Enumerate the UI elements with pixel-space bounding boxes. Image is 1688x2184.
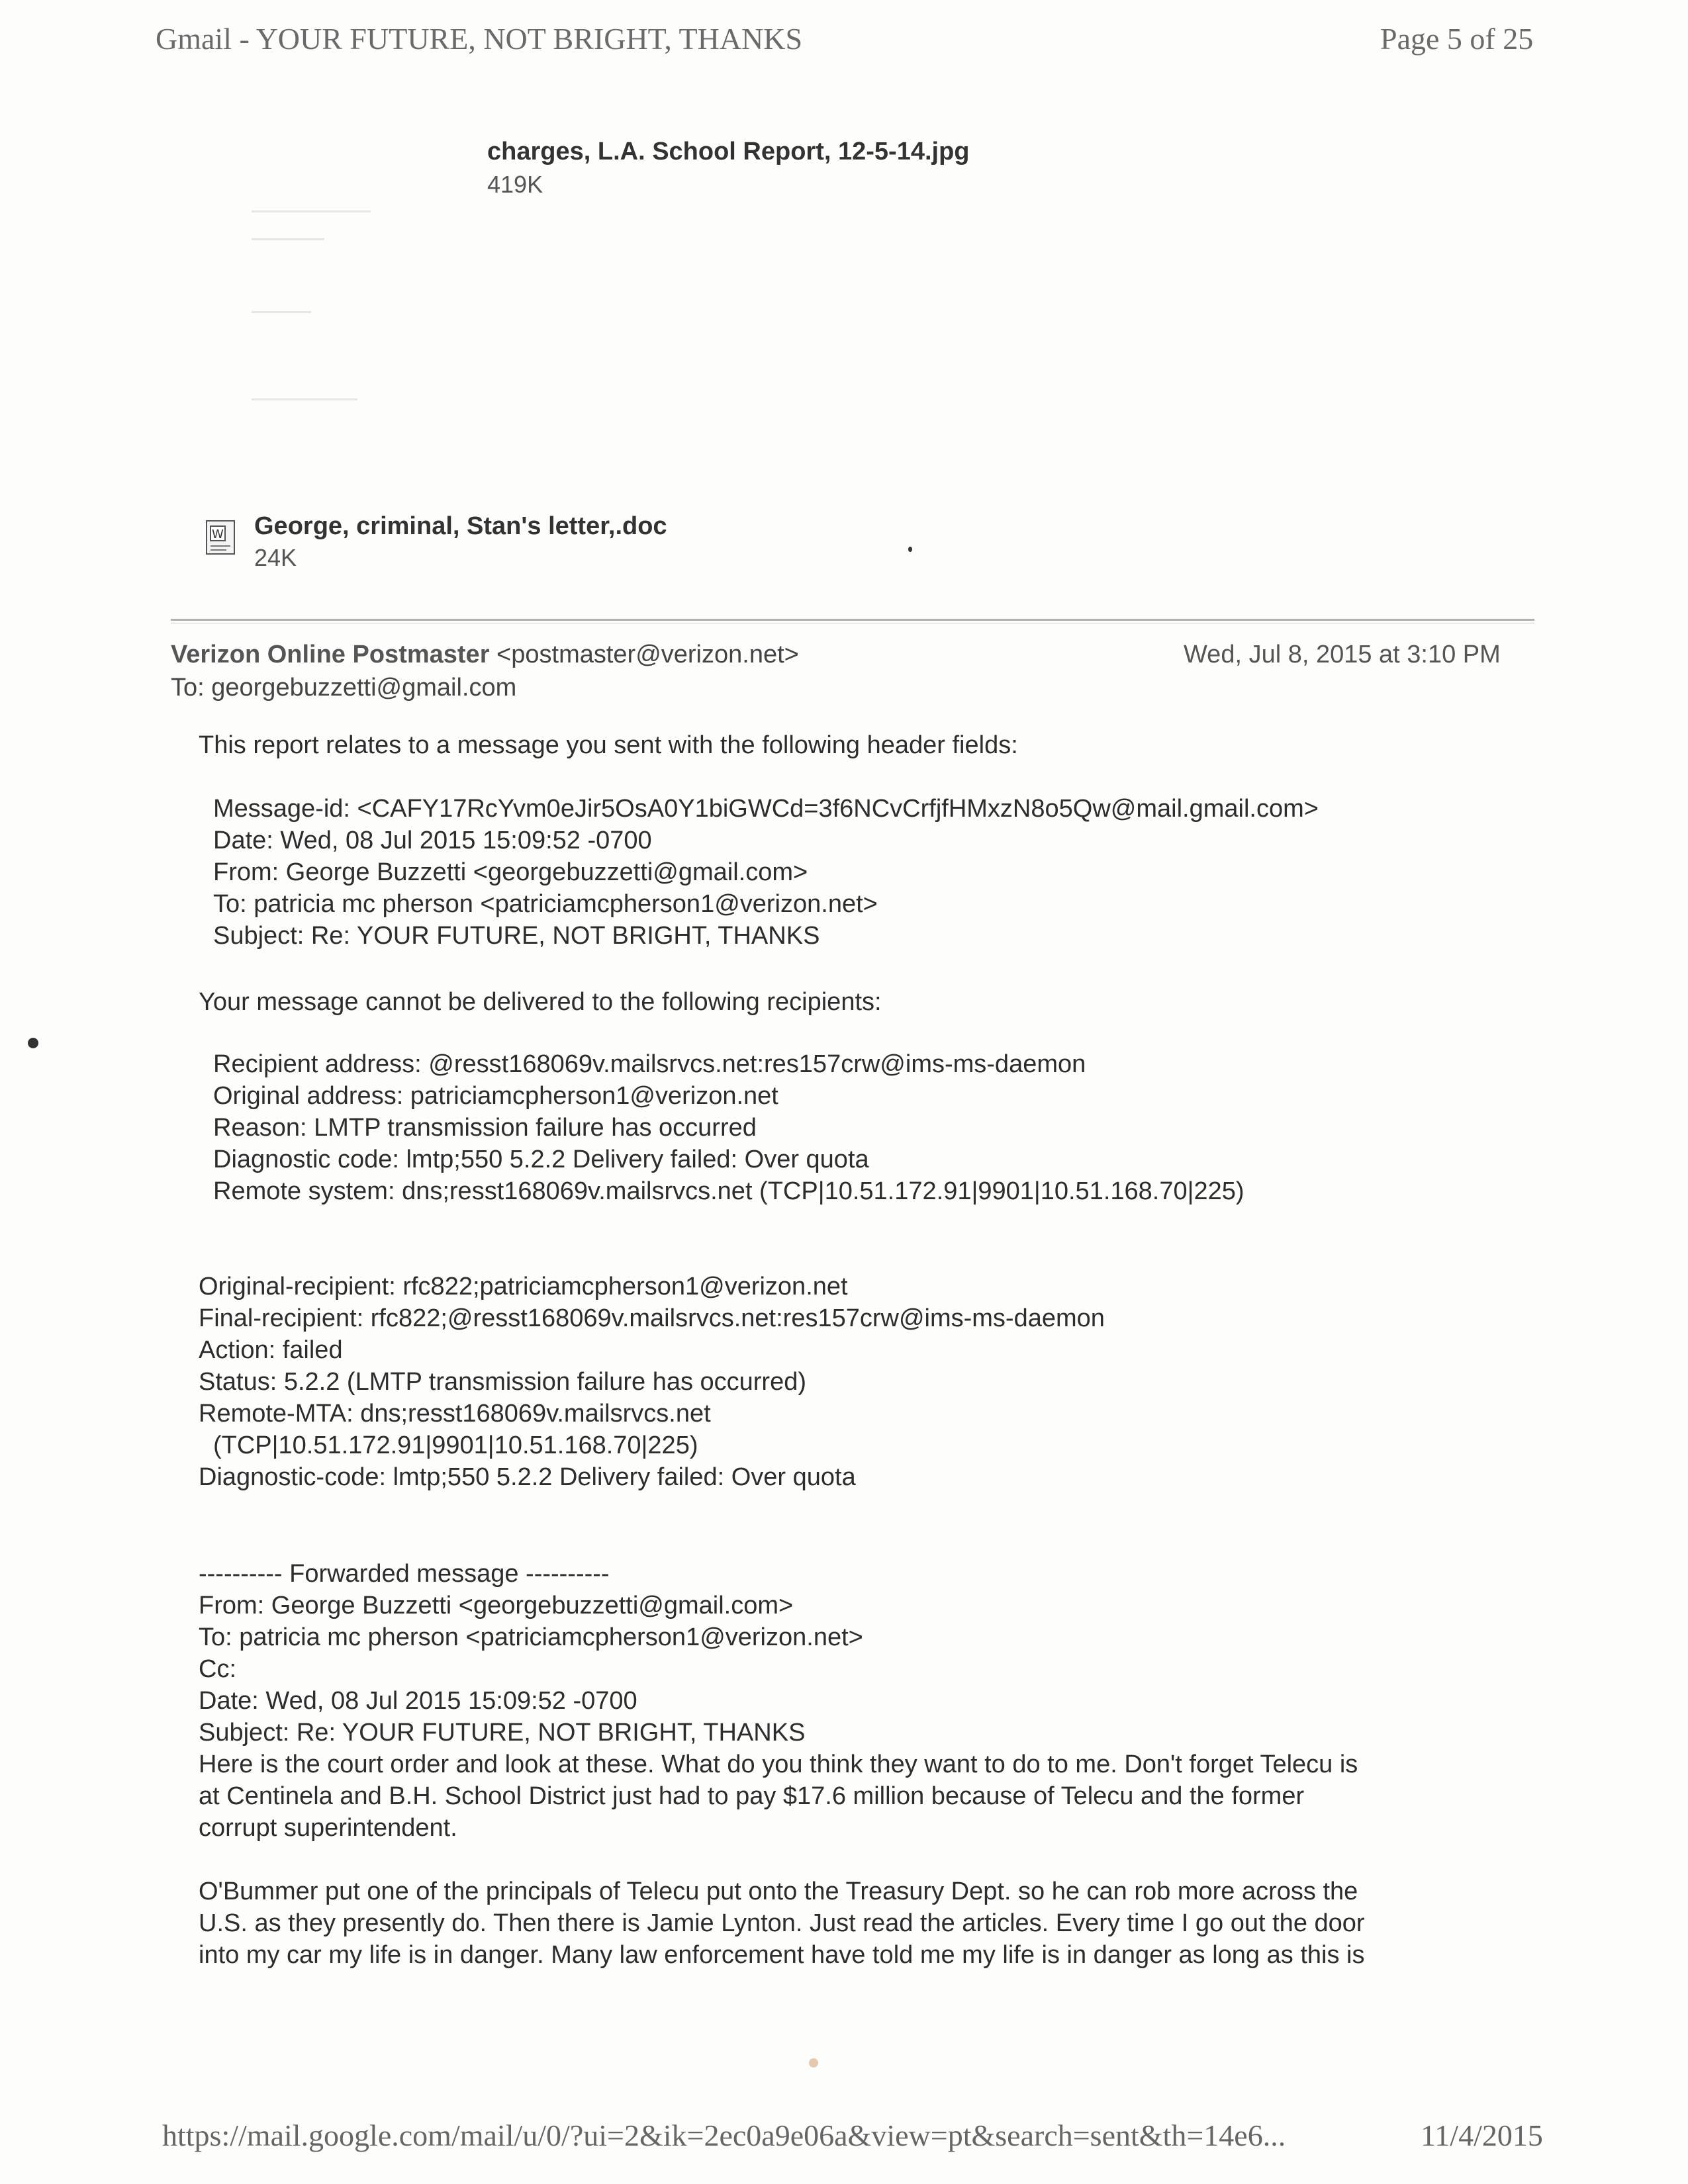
forwarded-from: From: George Buzzetti <georgebuzzetti@gmail.com> xyxy=(199,1592,794,1619)
recipient-detail: Recipient address: @resst168069v.mailsrvcs.net:res157crw@ims-ms-daemon xyxy=(213,1050,1086,1078)
header-field: Date: Wed, 08 Jul 2015 15:09:52 -0700 xyxy=(213,827,652,854)
dsn-fields xyxy=(199,1271,1105,1493)
paragraph-line: into my car my life is in danger. Many law enforcement have told me my life is in danger as long as this is xyxy=(199,1941,1365,1969)
message-to: To: georgebuzzetti@gmail.com xyxy=(171,674,517,702)
recipient-details xyxy=(213,1048,1244,1207)
paragraph-line: O'Bummer put one of the principals of Telecu put onto the Treasury Dept. so he can rob more across the xyxy=(199,1878,1358,1905)
dsn-field: Diagnostic-code: lmtp;550 5.2.2 Delivery failed: Over quota xyxy=(199,1463,856,1491)
dsn-field: Action: failed xyxy=(199,1336,343,1364)
recipient-detail: Original address: patriciamcpherson1@verizon.net xyxy=(213,1082,778,1110)
dsn-field: Status: 5.2.2 (LMTP transmission failure has occurred) xyxy=(199,1368,807,1396)
forwarded-body-line: Here is the court order and look at these. What do you think they want to do to me. Don't forget Telecu is xyxy=(199,1751,1358,1778)
forwarded-body-line: at Centinela and B.H. School District just had to pay $17.6 million because of Telecu and the former xyxy=(199,1782,1305,1810)
recipient-detail: Diagnostic code: lmtp;550 5.2.2 Delivery failed: Over quota xyxy=(213,1146,869,1173)
attachment-2-name[interactable]: George, criminal, Stan's letter,.doc xyxy=(254,512,667,540)
print-date: 11/4/2015 xyxy=(1421,2118,1543,2152)
print-title: Gmail - YOUR FUTURE, NOT BRIGHT, THANKS xyxy=(156,22,803,56)
message-date: Wed, Jul 8, 2015 at 3:10 PM xyxy=(1184,641,1501,668)
svg-text:W: W xyxy=(212,527,224,541)
forwarded-message xyxy=(199,1558,1365,1971)
header-field: To: patricia mc pherson <patriciamcpherson1@verizon.net> xyxy=(213,890,878,918)
header-field: Subject: Re: YOUR FUTURE, NOT BRIGHT, THANKS xyxy=(213,922,820,950)
attachment-1-name[interactable]: charges, L.A. School Report, 12-5-14.jpg xyxy=(487,138,970,165)
forwarded-to: To: patricia mc pherson <patriciamcpherson1@verizon.net> xyxy=(199,1623,863,1651)
dsn-field: Original-recipient: rfc822;patriciamcpherson1@verizon.net xyxy=(199,1273,848,1300)
header-field: Message-id: <CAFY17RcYvm0eJir5OsA0Y1biGWCd=3f6NCvCrfjfHMxzN8o5Qw@mail.gmail.com> xyxy=(213,795,1319,823)
attachment-1-size: 419K xyxy=(487,171,543,198)
forwarded-separator: ---------- Forwarded message ---------- xyxy=(199,1560,610,1588)
header-field: From: George Buzzetti <georgebuzzetti@gmail.com> xyxy=(213,858,808,886)
print-url: https://mail.google.com/mail/u/0/?ui=2&ik=2ec0a9e06a&view=pt&search=sent&th=14e6... xyxy=(162,2118,1286,2152)
forwarded-subject: Subject: Re: YOUR FUTURE, NOT BRIGHT, THANKS xyxy=(199,1719,806,1747)
sender-email: <postmaster@verizon.net> xyxy=(496,641,799,668)
page-number: Page 5 of 25 xyxy=(1380,22,1534,56)
forwarded-body-line: corrupt superintendent. xyxy=(199,1814,457,1842)
dsn-field: Final-recipient: rfc822;@resst168069v.mailsrvcs.net:res157crw@ims-ms-daemon xyxy=(199,1304,1105,1332)
forwarded-cc: Cc: xyxy=(199,1655,236,1683)
message-sender xyxy=(171,641,799,669)
paragraph-line: U.S. as they presently do. Then there is Jamie Lynton. Just read the articles. Every time I go out the door xyxy=(199,1909,1365,1937)
forwarded-date: Date: Wed, 08 Jul 2015 15:09:52 -0700 xyxy=(199,1687,637,1715)
report-intro: This report relates to a message you sent with the following header fields: xyxy=(199,731,1018,759)
undeliverable-notice: Your message cannot be delivered to the following recipients: xyxy=(199,988,882,1016)
dsn-field: (TCP|10.51.172.91|9901|10.51.168.70|225) xyxy=(213,1432,698,1459)
recipient-detail: Reason: LMTP transmission failure has occurred xyxy=(213,1114,757,1142)
sender-name: Verizon Online Postmaster xyxy=(171,641,490,668)
dsn-field: Remote-MTA: dns;resst168069v.mailsrvcs.net xyxy=(199,1400,711,1428)
recipient-detail: Remote system: dns;resst168069v.mailsrvcs.net (TCP|10.51.172.91|9901|10.51.168.70|225) xyxy=(213,1177,1244,1205)
message-divider xyxy=(171,619,1534,621)
doc-file-icon xyxy=(205,520,236,555)
attachment-2-size: 24K xyxy=(254,544,297,571)
original-header-fields xyxy=(213,793,1319,952)
